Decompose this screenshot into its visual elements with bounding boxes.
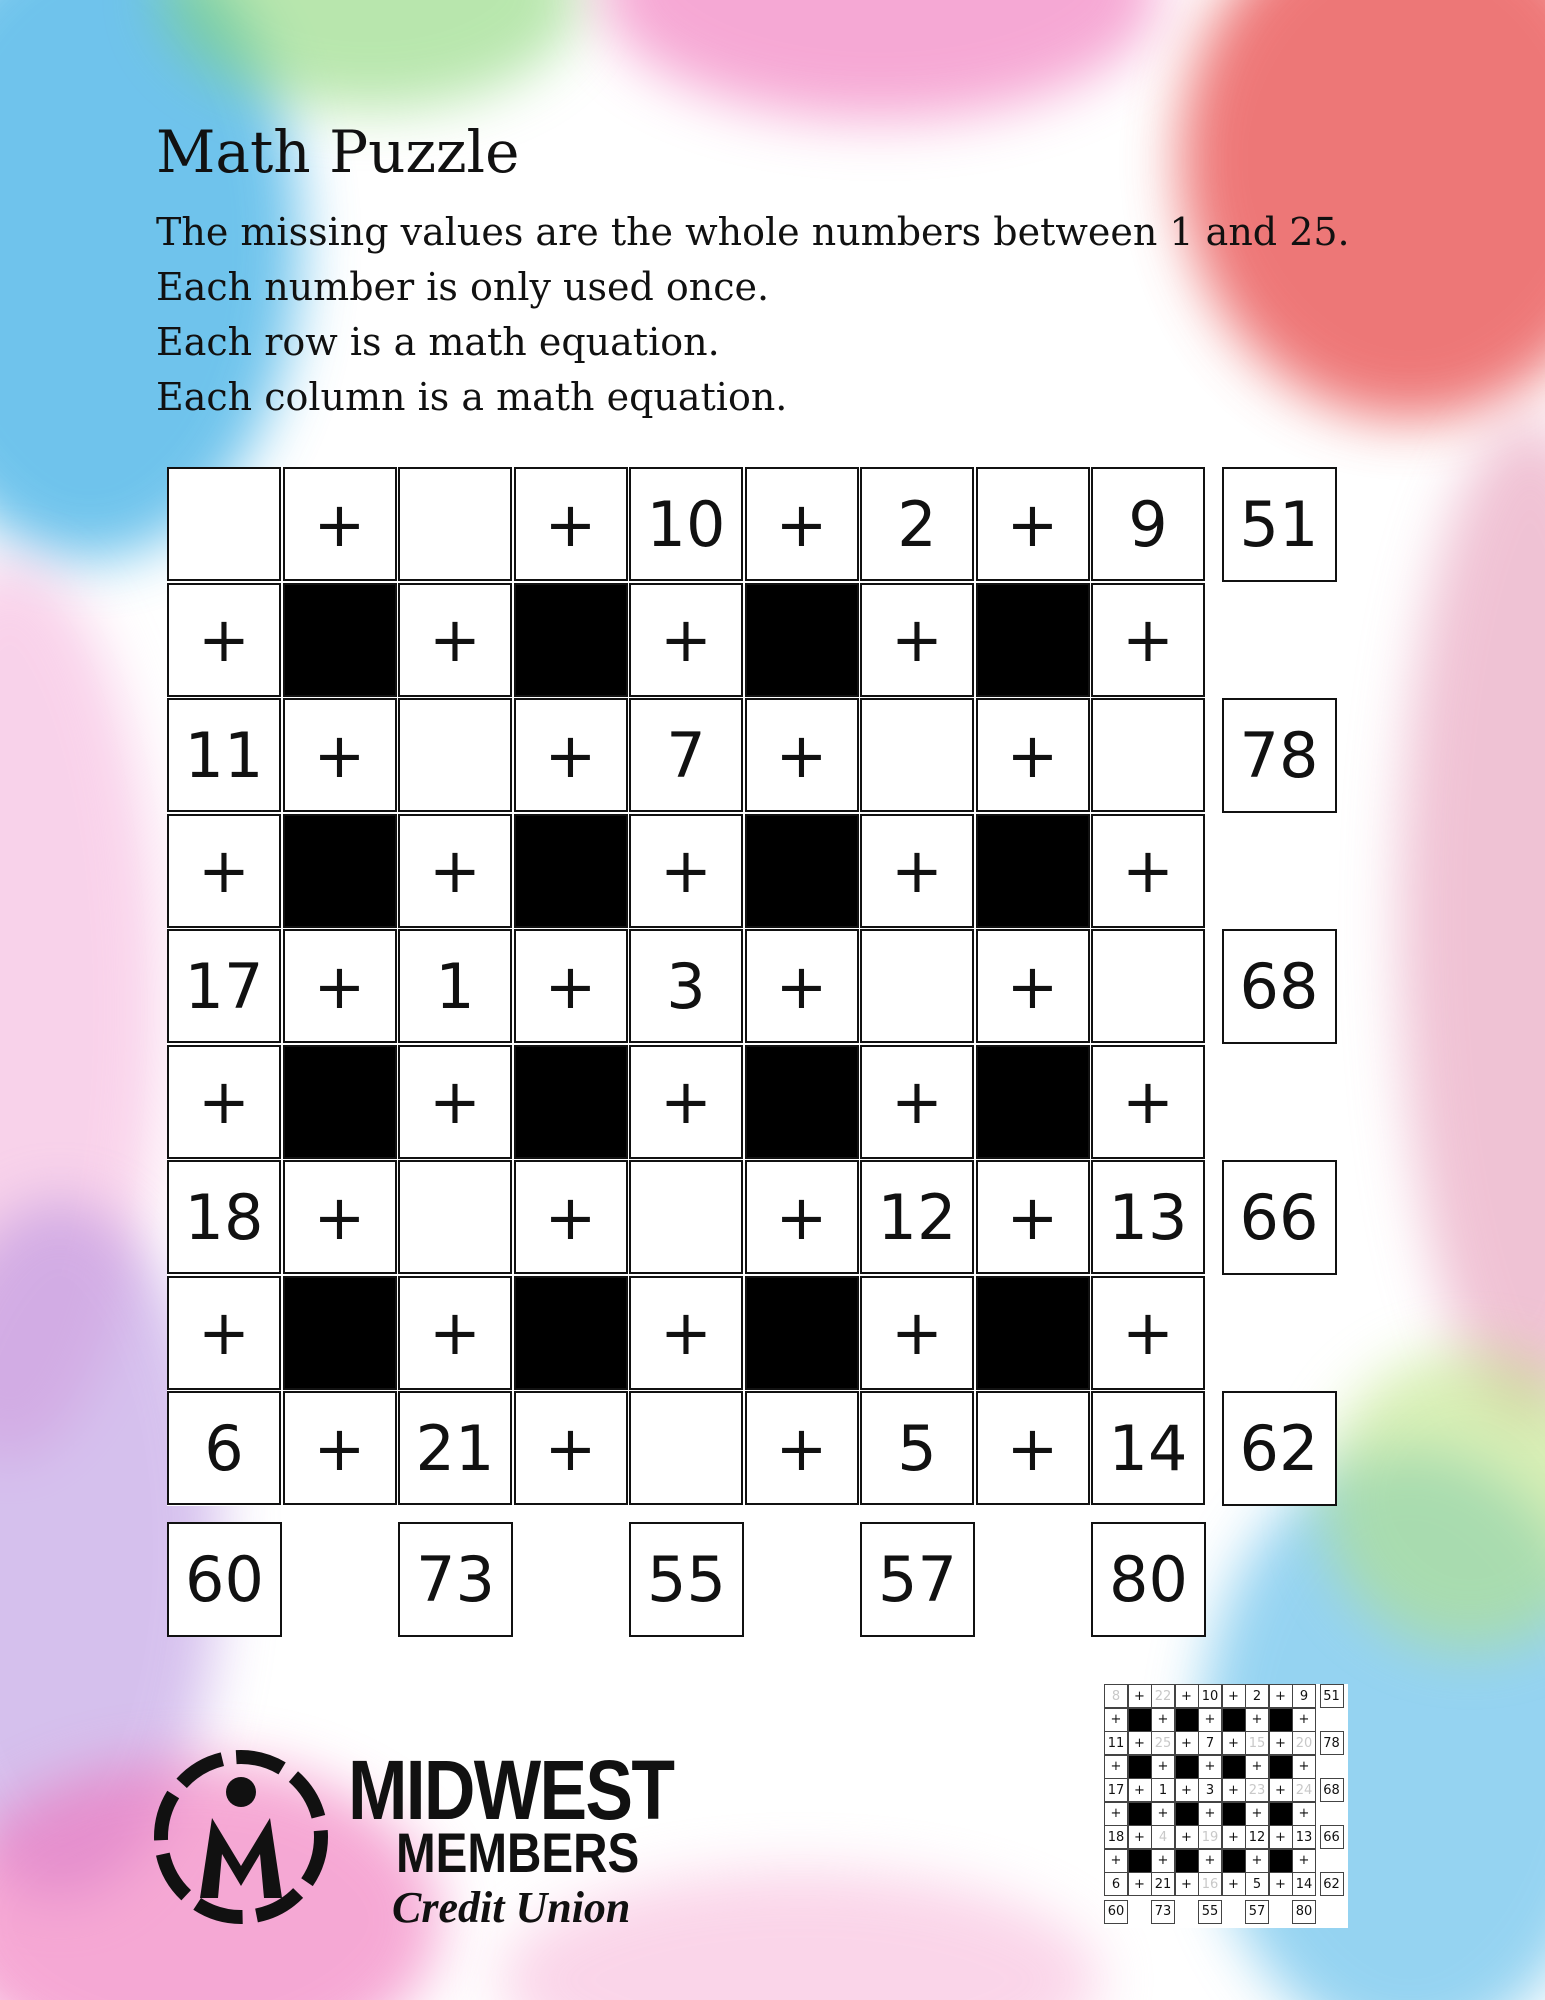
answer-key-grid xyxy=(1104,1684,1348,1928)
number-cell: 14 xyxy=(1091,1391,1205,1505)
plus-sign: + xyxy=(1292,1755,1316,1779)
plus-sign: + xyxy=(1269,1684,1293,1708)
black-cell xyxy=(976,1276,1090,1390)
blank-cell xyxy=(860,698,974,812)
black-cell xyxy=(1175,1755,1199,1779)
number-cell: 11 xyxy=(167,698,281,812)
number-cell: 2 xyxy=(1245,1684,1269,1708)
row-total: 68 xyxy=(1222,929,1337,1044)
number-cell: 20 xyxy=(1292,1731,1316,1755)
plus-sign: + xyxy=(1269,1825,1293,1849)
black-cell xyxy=(745,814,859,928)
black-cell xyxy=(1128,1708,1152,1732)
plus-sign: + xyxy=(1091,814,1205,928)
number-cell: 5 xyxy=(1245,1872,1269,1896)
plus-sign: + xyxy=(1091,1045,1205,1159)
plus-sign: + xyxy=(1175,1778,1199,1802)
plus-sign: + xyxy=(1245,1708,1269,1732)
number-cell: 12 xyxy=(860,1160,974,1274)
plus-sign: + xyxy=(1222,1731,1246,1755)
black-cell xyxy=(976,583,1090,697)
black-cell xyxy=(1128,1755,1152,1779)
plus-sign: + xyxy=(1222,1684,1246,1708)
plus-sign: + xyxy=(1104,1849,1128,1873)
black-cell xyxy=(283,1276,397,1390)
plus-sign: + xyxy=(629,814,743,928)
plus-sign: + xyxy=(1222,1872,1246,1896)
black-cell xyxy=(1128,1849,1152,1873)
number-cell: 7 xyxy=(1198,1731,1222,1755)
black-cell xyxy=(514,814,628,928)
black-cell xyxy=(1269,1708,1293,1732)
plus-sign: + xyxy=(976,1160,1090,1274)
plus-sign: + xyxy=(1128,1731,1152,1755)
plus-sign: + xyxy=(1175,1825,1199,1849)
column-total: 73 xyxy=(1151,1900,1175,1924)
plus-sign: + xyxy=(1245,1755,1269,1779)
black-cell xyxy=(745,583,859,697)
plus-sign: + xyxy=(1269,1731,1293,1755)
black-cell xyxy=(514,1276,628,1390)
number-cell: 3 xyxy=(629,929,743,1043)
plus-sign: + xyxy=(1222,1825,1246,1849)
black-cell xyxy=(976,1045,1090,1159)
plus-sign: + xyxy=(1245,1802,1269,1826)
plus-sign: + xyxy=(1245,1849,1269,1873)
plus-sign: + xyxy=(1198,1708,1222,1732)
plus-sign: + xyxy=(283,1391,397,1505)
number-cell: 13 xyxy=(1292,1825,1316,1849)
plus-sign: + xyxy=(1128,1872,1152,1896)
plus-sign: + xyxy=(860,814,974,928)
number-cell: 5 xyxy=(860,1391,974,1505)
logo-text-credit-union: Credit Union xyxy=(392,1883,631,1932)
plus-sign: + xyxy=(976,698,1090,812)
number-cell: 14 xyxy=(1292,1872,1316,1896)
plus-sign: + xyxy=(514,467,628,581)
number-cell: 18 xyxy=(1104,1825,1128,1849)
plus-sign: + xyxy=(514,1391,628,1505)
black-cell xyxy=(745,1045,859,1159)
plus-sign: + xyxy=(860,1045,974,1159)
number-cell: 10 xyxy=(1198,1684,1222,1708)
plus-sign: + xyxy=(1292,1708,1316,1732)
puzzle-grid xyxy=(167,467,1319,1616)
black-cell xyxy=(1269,1802,1293,1826)
plus-sign: + xyxy=(514,929,628,1043)
plus-sign: + xyxy=(860,583,974,697)
number-cell: 23 xyxy=(1245,1778,1269,1802)
number-cell: 9 xyxy=(1091,467,1205,581)
number-cell: 17 xyxy=(167,929,281,1043)
black-cell xyxy=(976,814,1090,928)
row-total: 62 xyxy=(1222,1391,1337,1506)
plus-sign: + xyxy=(1091,583,1205,697)
black-cell xyxy=(1175,1708,1199,1732)
blank-cell xyxy=(398,467,512,581)
number-cell: 15 xyxy=(1245,1731,1269,1755)
plus-sign: + xyxy=(1128,1825,1152,1849)
number-cell: 19 xyxy=(1198,1825,1222,1849)
row-total: 66 xyxy=(1222,1160,1337,1275)
column-total: 60 xyxy=(1104,1900,1128,1924)
plus-sign: + xyxy=(283,698,397,812)
plus-sign: + xyxy=(167,1276,281,1390)
plus-sign: + xyxy=(283,929,397,1043)
number-cell: 8 xyxy=(1104,1684,1128,1708)
number-cell: 16 xyxy=(1198,1872,1222,1896)
black-cell xyxy=(1222,1708,1246,1732)
plus-sign: + xyxy=(1151,1755,1175,1779)
plus-sign: + xyxy=(976,929,1090,1043)
plus-sign: + xyxy=(514,698,628,812)
plus-sign: + xyxy=(1175,1872,1199,1896)
number-cell: 6 xyxy=(167,1391,281,1505)
number-cell: 11 xyxy=(1104,1731,1128,1755)
plus-sign: + xyxy=(1104,1755,1128,1779)
plus-sign: + xyxy=(1292,1849,1316,1873)
number-cell: 6 xyxy=(1104,1872,1128,1896)
plus-sign: + xyxy=(514,1160,628,1274)
black-cell xyxy=(1222,1849,1246,1873)
instructions xyxy=(156,205,1350,425)
column-total: 80 xyxy=(1292,1900,1316,1924)
blank-cell xyxy=(398,698,512,812)
number-cell: 21 xyxy=(1151,1872,1175,1896)
plus-sign: + xyxy=(1269,1872,1293,1896)
plus-sign: + xyxy=(1091,1276,1205,1390)
instruction-line: Each row is a math equation. xyxy=(156,320,720,364)
logo-text-midwest: MIDWEST xyxy=(348,1743,674,1837)
row-total: 68 xyxy=(1320,1778,1344,1802)
column-total: 73 xyxy=(398,1522,513,1637)
black-cell xyxy=(283,583,397,697)
blank-cell xyxy=(167,467,281,581)
plus-sign: + xyxy=(745,698,859,812)
number-cell: 25 xyxy=(1151,1731,1175,1755)
plus-sign: + xyxy=(167,814,281,928)
midwest-members-logo-icon xyxy=(152,1748,330,1926)
number-cell: 3 xyxy=(1198,1778,1222,1802)
number-cell: 13 xyxy=(1091,1160,1205,1274)
plus-sign: + xyxy=(1198,1849,1222,1873)
number-cell: 22 xyxy=(1151,1684,1175,1708)
black-cell xyxy=(1175,1849,1199,1873)
number-cell: 2 xyxy=(860,467,974,581)
black-cell xyxy=(1269,1849,1293,1873)
column-total: 57 xyxy=(860,1522,975,1637)
plus-sign: + xyxy=(1104,1802,1128,1826)
plus-sign: + xyxy=(398,814,512,928)
blank-cell xyxy=(860,929,974,1043)
plus-sign: + xyxy=(1198,1755,1222,1779)
plus-sign: + xyxy=(629,1276,743,1390)
column-total: 55 xyxy=(1198,1900,1222,1924)
number-cell: 4 xyxy=(1151,1825,1175,1849)
plus-sign: + xyxy=(745,929,859,1043)
black-cell xyxy=(1128,1802,1152,1826)
plus-sign: + xyxy=(1151,1802,1175,1826)
column-total: 55 xyxy=(629,1522,744,1637)
blank-cell xyxy=(1091,929,1205,1043)
plus-sign: + xyxy=(283,1160,397,1274)
row-total: 66 xyxy=(1320,1825,1344,1849)
plus-sign: + xyxy=(745,467,859,581)
number-cell: 17 xyxy=(1104,1778,1128,1802)
plus-sign: + xyxy=(745,1160,859,1274)
plus-sign: + xyxy=(976,467,1090,581)
plus-sign: + xyxy=(1128,1778,1152,1802)
plus-sign: + xyxy=(167,583,281,697)
row-total: 51 xyxy=(1320,1684,1344,1708)
number-cell: 18 xyxy=(167,1160,281,1274)
black-cell xyxy=(745,1276,859,1390)
plus-sign: + xyxy=(1269,1778,1293,1802)
column-total: 60 xyxy=(167,1522,282,1637)
plus-sign: + xyxy=(1198,1802,1222,1826)
black-cell xyxy=(1269,1755,1293,1779)
column-total: 80 xyxy=(1091,1522,1206,1637)
black-cell xyxy=(1222,1802,1246,1826)
number-cell: 1 xyxy=(1151,1778,1175,1802)
number-cell: 24 xyxy=(1292,1778,1316,1802)
number-cell: 7 xyxy=(629,698,743,812)
plus-sign: + xyxy=(1175,1731,1199,1755)
number-cell: 12 xyxy=(1245,1825,1269,1849)
plus-sign: + xyxy=(167,1045,281,1159)
plus-sign: + xyxy=(1151,1849,1175,1873)
row-total: 78 xyxy=(1222,698,1337,813)
number-cell: 10 xyxy=(629,467,743,581)
black-cell xyxy=(514,583,628,697)
plus-sign: + xyxy=(1292,1802,1316,1826)
number-cell: 9 xyxy=(1292,1684,1316,1708)
plus-sign: + xyxy=(629,1045,743,1159)
blank-cell xyxy=(629,1391,743,1505)
black-cell xyxy=(1222,1755,1246,1779)
plus-sign: + xyxy=(283,467,397,581)
plus-sign: + xyxy=(629,583,743,697)
instruction-line: Each number is only used once. xyxy=(156,265,770,309)
plus-sign: + xyxy=(1175,1684,1199,1708)
blank-cell xyxy=(1091,698,1205,812)
blank-cell xyxy=(398,1160,512,1274)
plus-sign: + xyxy=(1151,1708,1175,1732)
plus-sign: + xyxy=(976,1391,1090,1505)
plus-sign: + xyxy=(860,1276,974,1390)
instruction-line: The missing values are the whole numbers between 1 and 25. xyxy=(156,210,1350,254)
plus-sign: + xyxy=(398,583,512,697)
column-total: 57 xyxy=(1245,1900,1269,1924)
number-cell: 21 xyxy=(398,1391,512,1505)
logo-text-members: MEMBERS xyxy=(396,1821,640,1884)
plus-sign: + xyxy=(398,1276,512,1390)
number-cell: 1 xyxy=(398,929,512,1043)
plus-sign: + xyxy=(1128,1684,1152,1708)
plus-sign: + xyxy=(1222,1778,1246,1802)
instruction-line: Each column is a math equation. xyxy=(156,375,788,419)
row-total: 51 xyxy=(1222,467,1337,582)
plus-sign: + xyxy=(745,1391,859,1505)
blank-cell xyxy=(629,1160,743,1274)
row-total: 62 xyxy=(1320,1872,1344,1896)
plus-sign: + xyxy=(398,1045,512,1159)
page-title: Math Puzzle xyxy=(156,118,520,186)
black-cell xyxy=(283,1045,397,1159)
row-total: 78 xyxy=(1320,1731,1344,1755)
black-cell xyxy=(1175,1802,1199,1826)
black-cell xyxy=(514,1045,628,1159)
black-cell xyxy=(283,814,397,928)
plus-sign: + xyxy=(1104,1708,1128,1732)
